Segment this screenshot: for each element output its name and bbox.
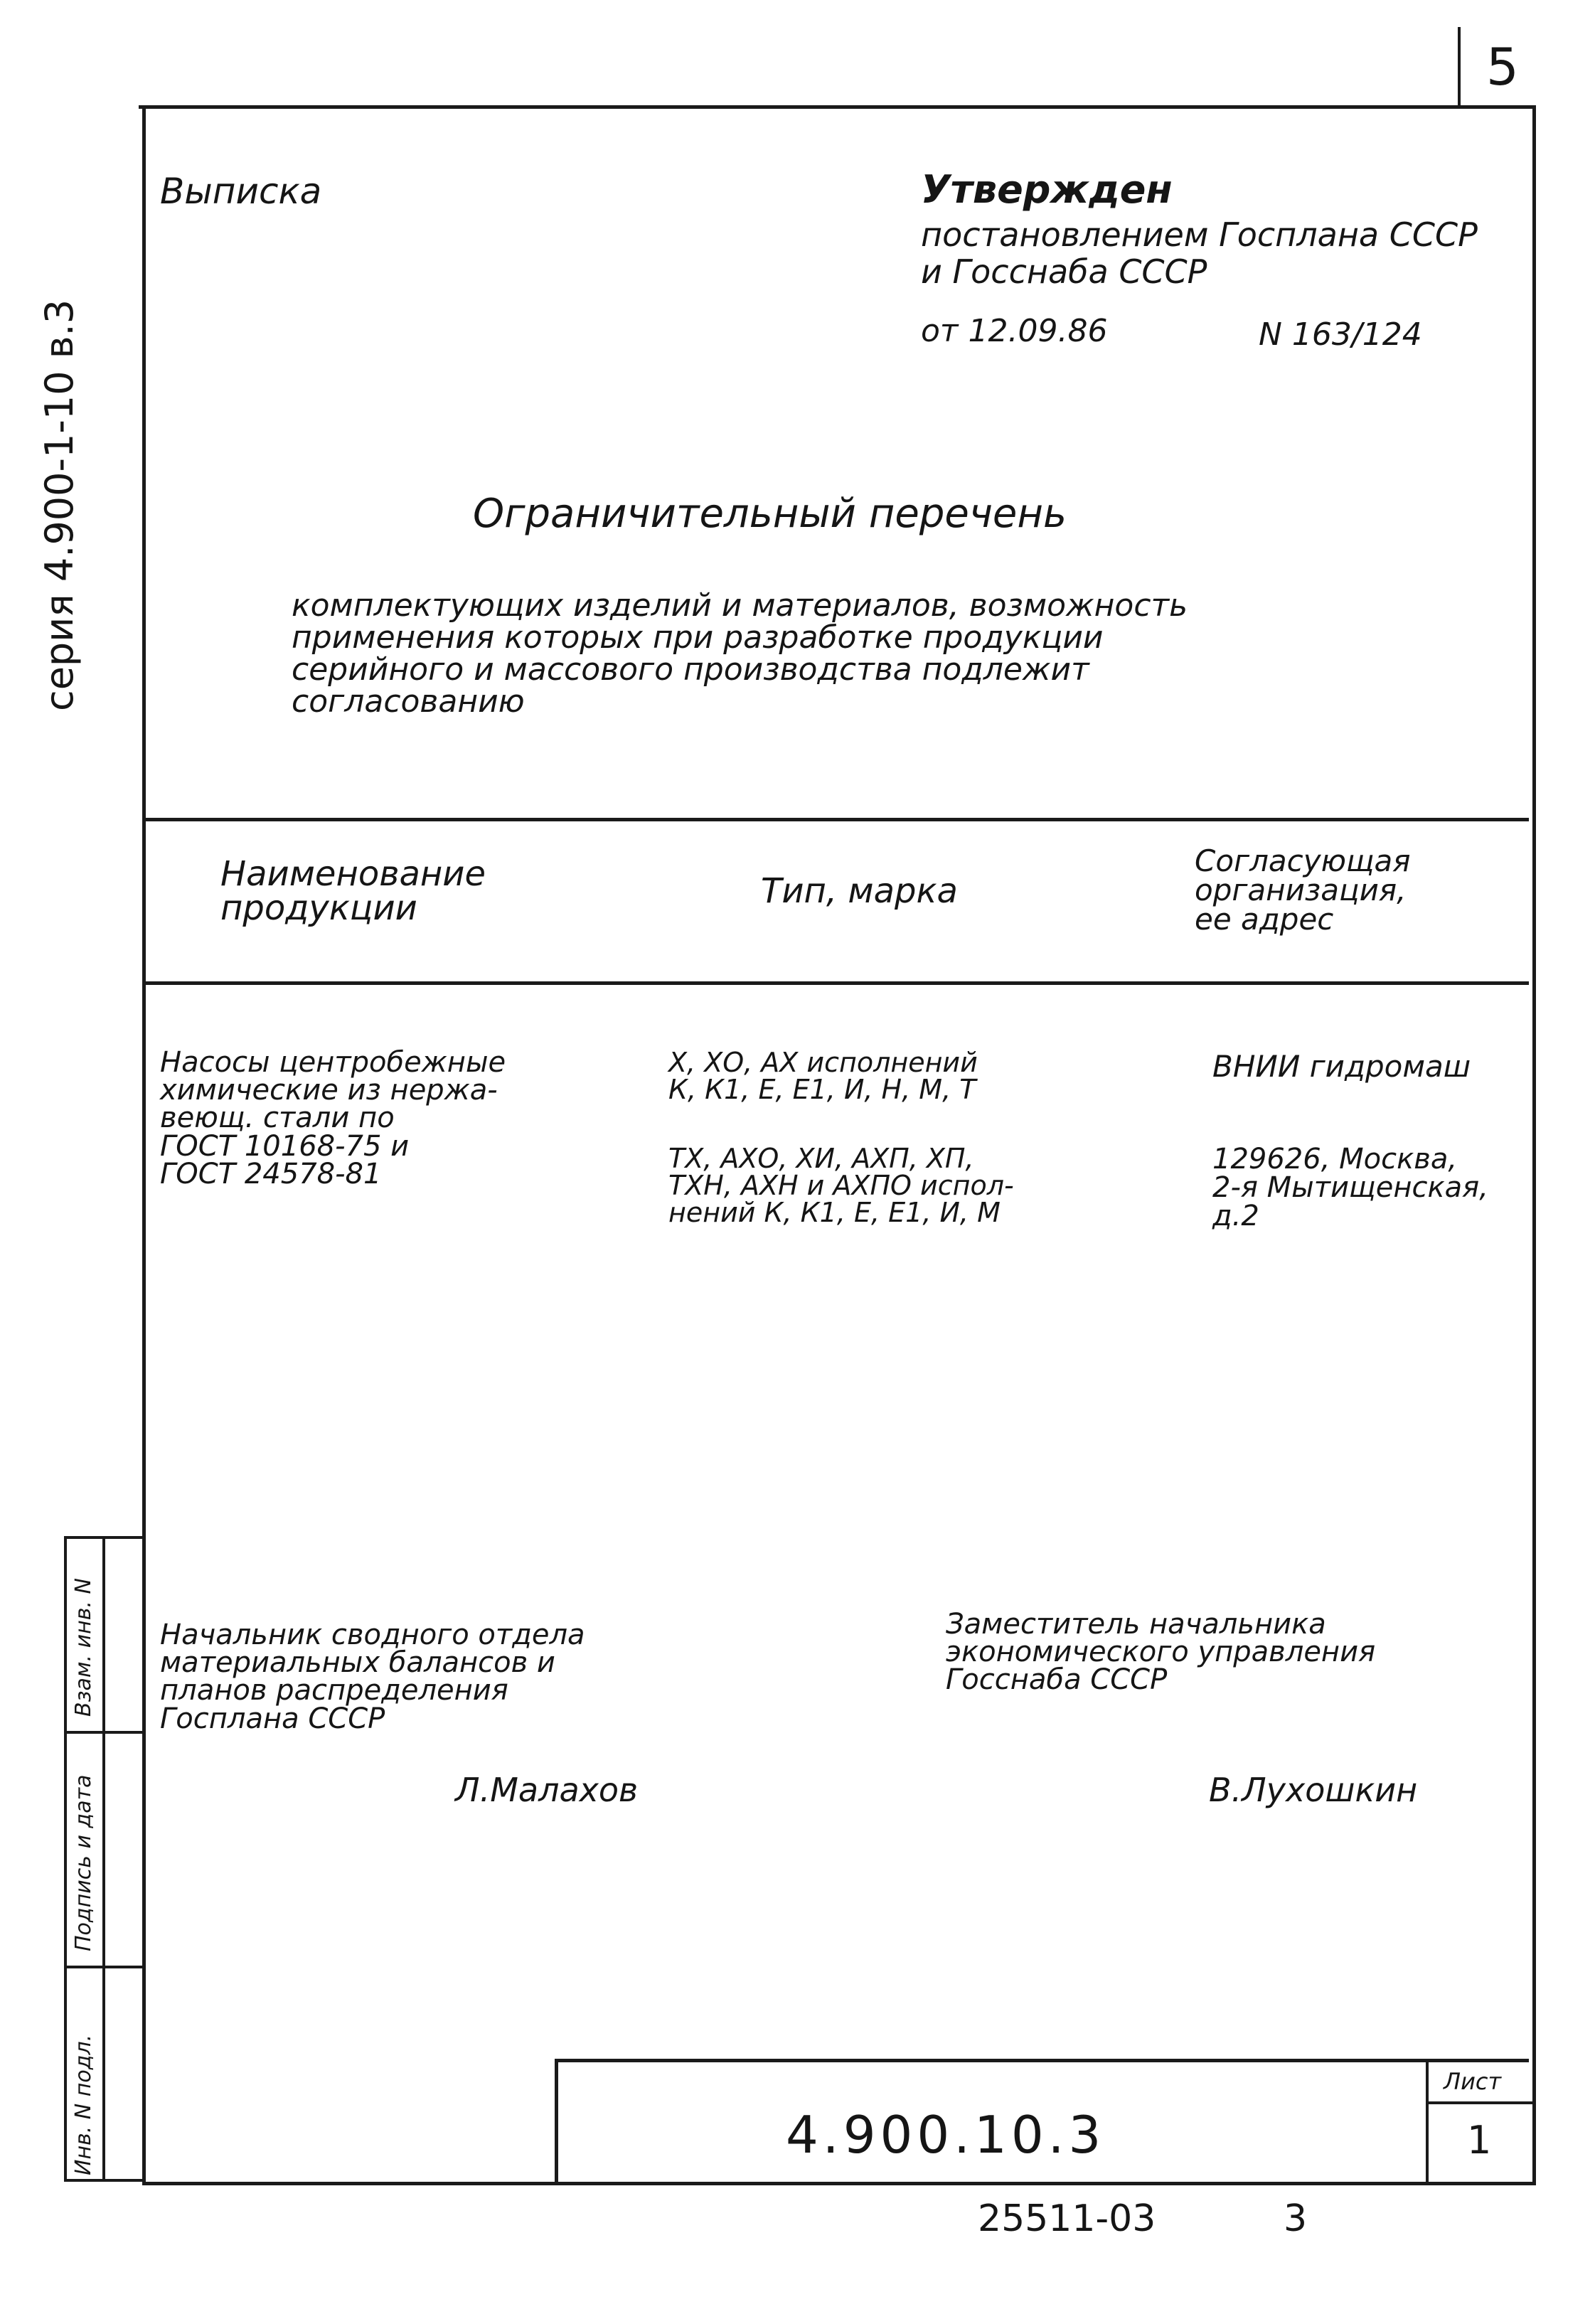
extract-label: Выписка xyxy=(160,171,322,212)
archive-number: 25511-03 xyxy=(978,2197,1156,2240)
approved-lines: постановлением Госплана СССР и Госснаба СССР xyxy=(921,215,1478,291)
row-org-address: 129626, Москва, 2-я Мытищенская, д.2 xyxy=(1212,1143,1488,1232)
document-title: Ограничительный перечень xyxy=(473,491,1067,537)
page-number: 5 xyxy=(1486,37,1519,97)
sheet-label: Лист xyxy=(1444,2068,1502,2095)
left-signatory-title: Начальник сводного отдела материальных балансов и планов распределения Госплана СССР xyxy=(160,1619,585,1735)
row-org-name: ВНИИ гидромаш xyxy=(1212,1049,1471,1084)
approval-date: от 12.09.86 xyxy=(921,313,1108,349)
sheet-number: 1 xyxy=(1467,2118,1492,2163)
table-header-divider xyxy=(142,981,1529,985)
row-product: Насосы центробежные химические из нержа- веющ. стали по ГОСТ 10168-75 и ГОСТ 24578-81 xyxy=(160,1046,506,1190)
row-type-a: Х, ХО, АХ исполнений К, К1, Е, Е1, И, Н, М, Т xyxy=(668,1047,978,1105)
row-type-b: ТХ, АХО, ХИ, АХП, ХП, ТХН, АХН и АХПО испол- нений К, К1, Е, Е1, И, М xyxy=(668,1143,1014,1228)
header-type: Тип, марка xyxy=(761,871,958,911)
approved-title: Утвержден xyxy=(921,167,1173,212)
footer-page: 3 xyxy=(1284,2197,1308,2240)
header-divider xyxy=(142,818,1529,821)
approval-number: N 163/124 xyxy=(1259,316,1422,353)
top-border xyxy=(139,105,1532,109)
stamp-original-inv: Инв. N подл. xyxy=(71,2034,96,2175)
document-subtitle: комплектующих изделий и материалов, возможность применения которых при разработке продукции серийного и массового производства подлежит согласованию xyxy=(292,587,1188,720)
series-side-title: серия 4.900-1-10 в.3 xyxy=(37,299,82,711)
stamp-replacement-inv: Взам. инв. N xyxy=(71,1578,96,1717)
page-number-box xyxy=(1458,27,1564,105)
left-signatory-name: Л.Малахов xyxy=(455,1771,639,1809)
right-signatory-name: В.Лухошкин xyxy=(1209,1771,1418,1809)
stamp-signature-date: Подпись и дата xyxy=(71,1774,96,1951)
drawing-code: 4.900.10.3 xyxy=(786,2105,1106,2165)
right-signatory-title: Заместитель начальника экономического управления Госснаба СССР xyxy=(946,1608,1376,1697)
header-organization: Согласующая организация, ее адрес xyxy=(1195,843,1411,937)
side-stamp xyxy=(64,1536,142,2182)
title-block xyxy=(555,2059,1529,2183)
header-product: Наименование продукции xyxy=(220,854,486,928)
